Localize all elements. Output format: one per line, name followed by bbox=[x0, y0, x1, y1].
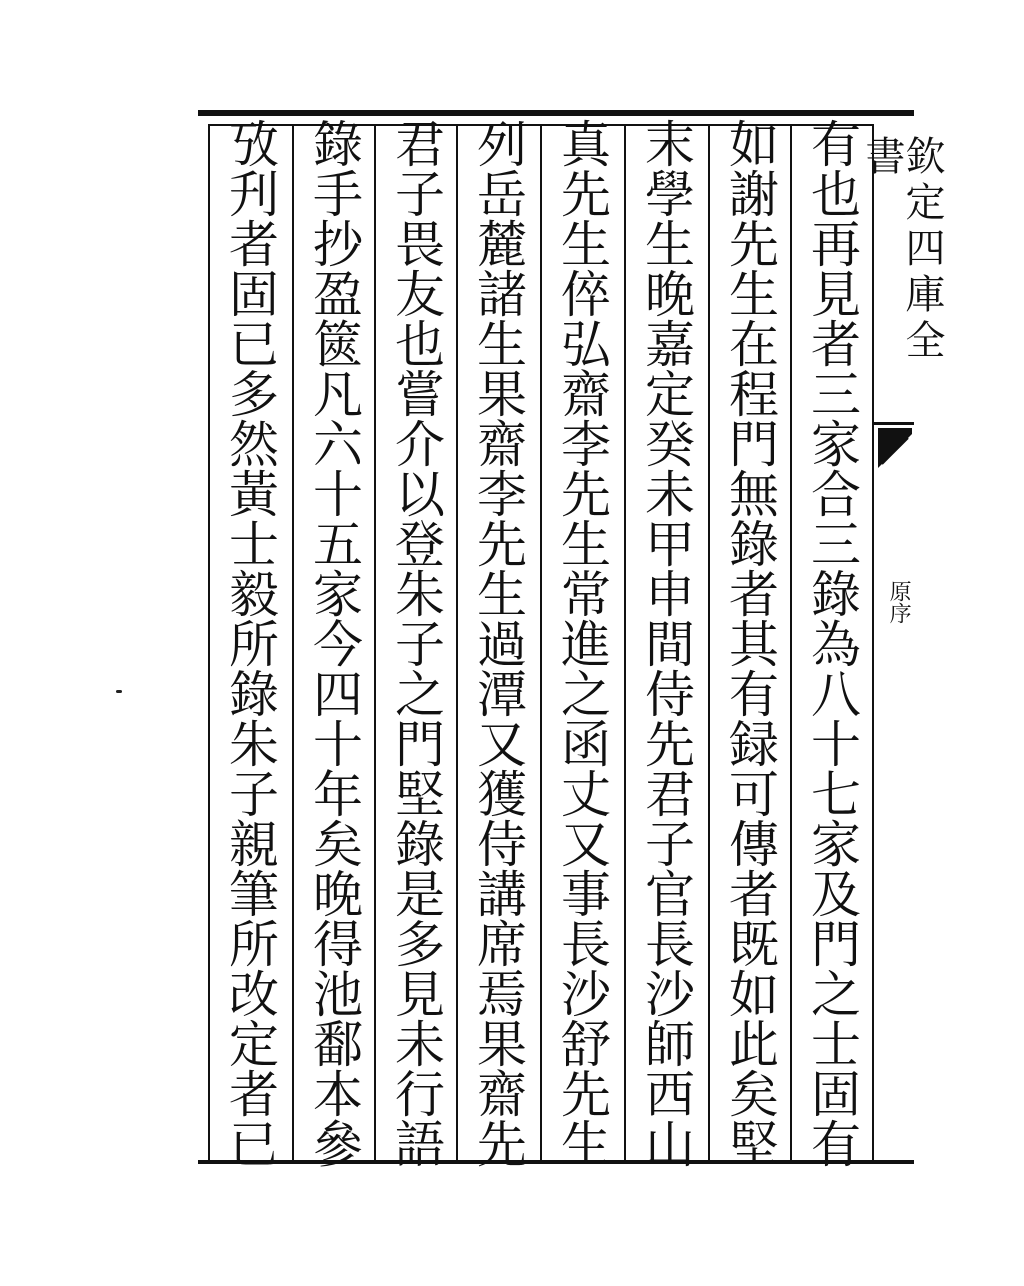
column-text: 君子畏友也嘗介以登朱子之門堅錄是多見未行語 bbox=[387, 118, 445, 1168]
text-column-6 bbox=[376, 118, 456, 1168]
text-column-1 bbox=[792, 118, 872, 1168]
book-title-text: 欽定四庫全書 bbox=[859, 135, 945, 365]
text-column-2 bbox=[710, 118, 790, 1168]
column-text: 末學生晚嘉定癸未甲申間侍先君子官長沙師西山 bbox=[637, 118, 695, 1168]
column-text: 列岳麓諸生果齋李先生過潭又獲侍講席焉果齋先 bbox=[469, 118, 527, 1168]
fishtail-mark-icon bbox=[878, 428, 912, 468]
column-text: 有也再見者三家合三錄為八十七家及門之士固有 bbox=[803, 118, 861, 1168]
text-column-3 bbox=[626, 118, 706, 1168]
column-text: 如謝先生在程門無錄者其有録可傳者既如此矣堅 bbox=[721, 118, 779, 1168]
column-text: 錄手抄盈篋凡六十五家今四十年矣晚得池鄱本參 bbox=[305, 118, 363, 1168]
ink-speck bbox=[116, 690, 122, 693]
column-text: 真先生倅弘齋李先生常進之函丈又事長沙舒先生 bbox=[553, 118, 611, 1168]
column-text: 攷刋者固已多然黃士毅所錄朱子親筆所改定者已 bbox=[221, 118, 279, 1168]
text-column-7 bbox=[294, 118, 374, 1168]
text-column-5 bbox=[458, 118, 538, 1168]
text-column-8 bbox=[210, 118, 290, 1168]
section-label bbox=[882, 580, 914, 660]
frame-top-border bbox=[198, 110, 914, 116]
text-column-4 bbox=[542, 118, 622, 1168]
section-label-text: 原序 bbox=[886, 580, 912, 624]
book-title bbox=[859, 135, 945, 395]
margin-divider bbox=[874, 422, 914, 425]
